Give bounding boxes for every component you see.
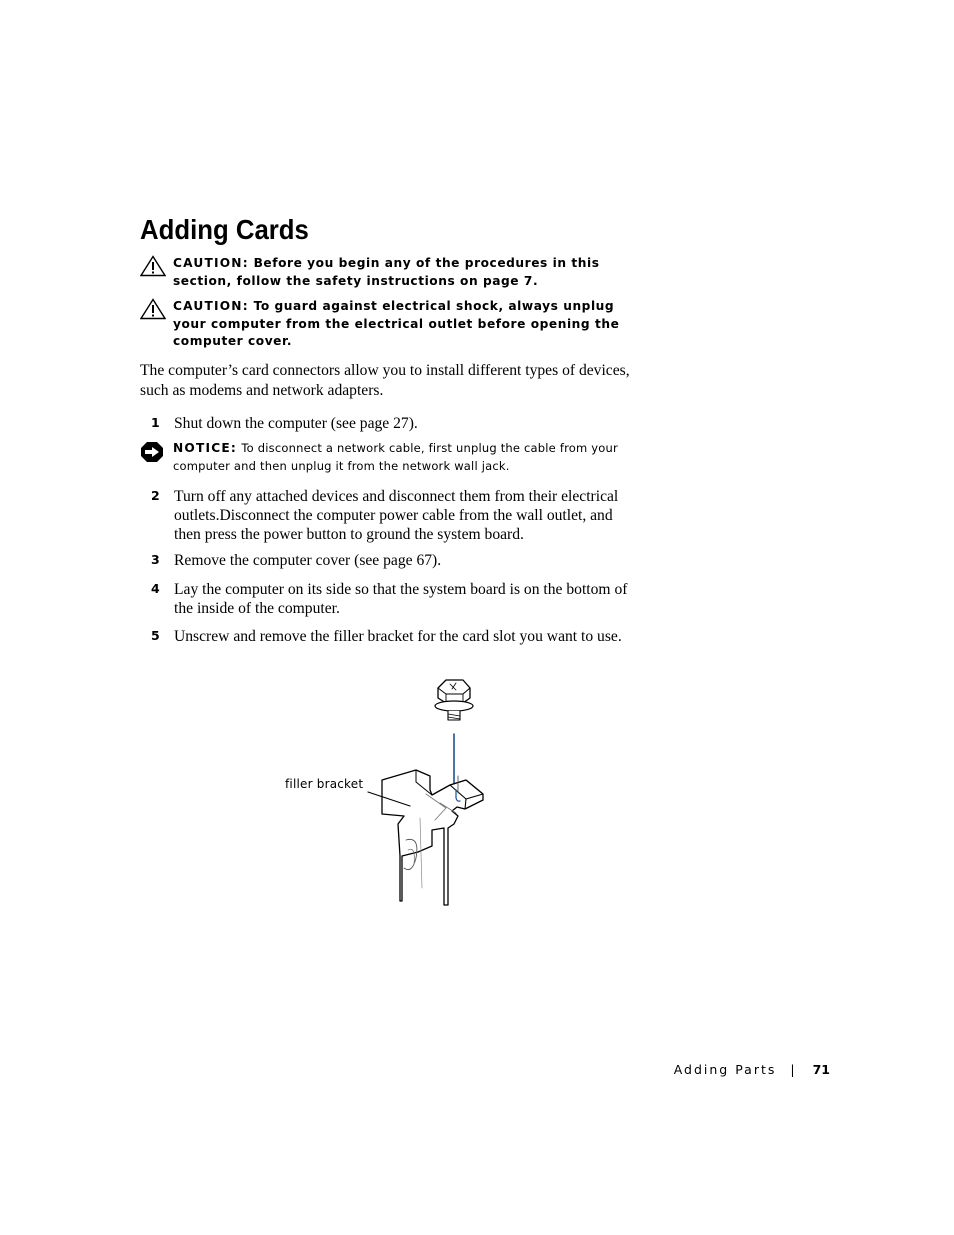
notice <box>140 440 630 475</box>
filler-bracket-callout: filler bracket <box>285 777 364 791</box>
caution-1-label: CAUTION: <box>173 256 249 270</box>
caution-2-text <box>173 298 630 351</box>
notice-label: NOTICE: <box>173 441 237 455</box>
caution-1-text <box>173 255 630 290</box>
notice-text <box>173 440 630 475</box>
footer-section-name: Adding Parts <box>673 1062 777 1077</box>
step-5-number: 5 <box>151 628 160 643</box>
intro-paragraph: The computer’s card connectors allow you to install different types of devices, such as modems and network adapters. <box>140 362 630 399</box>
caution-2-body: To guard against electrical shock, always unplug your computer from the electrical outlet before opening the computer cover. <box>173 299 620 348</box>
step-3 <box>140 551 630 570</box>
caution-1-body: Before you begin any of the procedures in this section, follow the safety instructions on page 7. <box>173 256 600 288</box>
page-footer <box>674 1062 830 1077</box>
step-4-number: 4 <box>151 581 160 596</box>
step-1-text: Shut down the computer (see page 27). <box>174 415 418 432</box>
notice-body: To disconnect a network cable, first unplug the cable from your computer and then unplug it from the network wall jack. <box>173 441 618 473</box>
footer-separator: | <box>790 1062 795 1077</box>
step-4-text: Lay the computer on its side so that the system board is on the bottom of the inside of the computer. <box>174 581 628 617</box>
step-1 <box>140 414 630 433</box>
step-2 <box>140 487 630 544</box>
page-title: Adding Cards <box>140 214 309 245</box>
caution-triangle-icon <box>140 298 166 320</box>
step-3-text: Remove the computer cover (see page 67). <box>174 552 442 569</box>
caution-2-label: CAUTION: <box>173 299 249 313</box>
caution-triangle-icon <box>140 255 166 277</box>
caution-1 <box>140 255 630 290</box>
step-5 <box>140 627 630 646</box>
notice-hand-icon <box>140 441 166 463</box>
step-2-number: 2 <box>151 488 160 503</box>
bracket-shape <box>382 770 483 905</box>
step-4 <box>140 580 630 618</box>
step-1-number: 1 <box>151 415 160 430</box>
caution-2 <box>140 298 630 351</box>
screw-icon <box>435 680 473 720</box>
page-number: 71 <box>812 1062 830 1077</box>
step-2-text: Turn off any attached devices and disconnect them from their electrical outlets.Disconnect the computer power cable from the wall outlet, and then press the power button to ground the system board. <box>174 488 619 543</box>
step-3-number: 3 <box>151 552 160 567</box>
step-5-text: Unscrew and remove the filler bracket for the card slot you want to use. <box>174 628 622 645</box>
